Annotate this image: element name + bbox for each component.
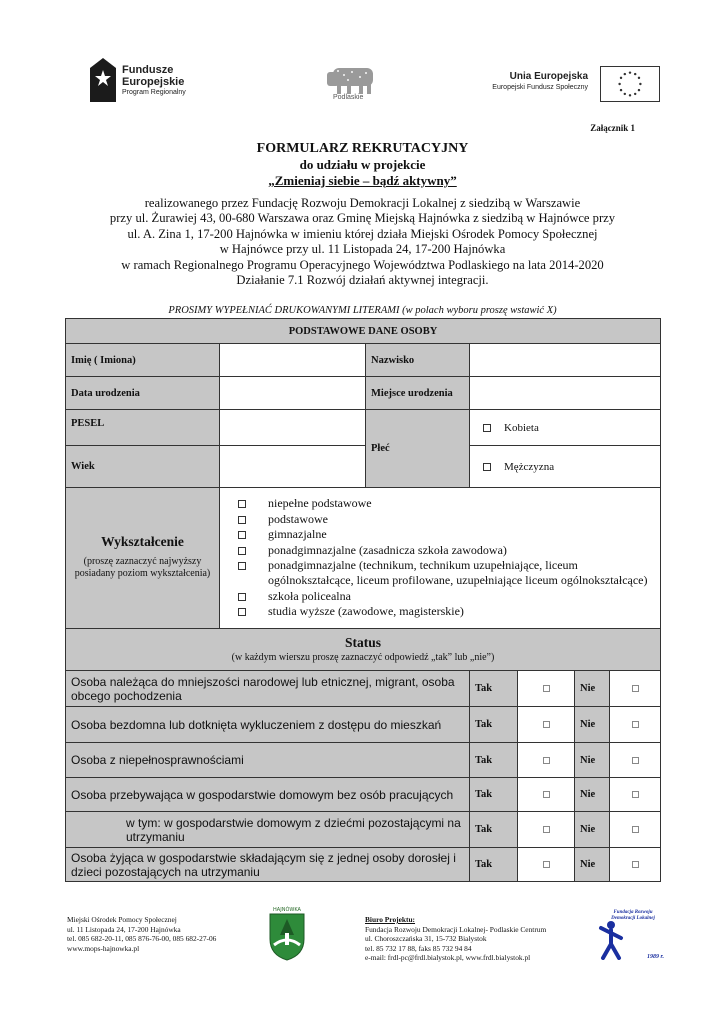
yes-option[interactable]: [518, 707, 575, 743]
birth-place-label: Miejsce urodzenia: [366, 377, 470, 410]
no-label: Nie: [575, 848, 610, 882]
checkbox-icon[interactable]: [543, 861, 550, 868]
fe-star-icon: [90, 58, 116, 102]
education-options: [220, 488, 661, 629]
checkbox-icon[interactable]: [632, 721, 639, 728]
intro-paragraph: [60, 196, 665, 288]
podlaskie-label: Podlaskie: [333, 94, 364, 101]
footer-line: Fundacja Rozwoju Demokracji Lokalnej- Podlaskie Centrum: [365, 924, 547, 934]
intro-line: Działanie 7.1 Rozwój działań aktywnej integracji.: [236, 273, 489, 288]
footer-line: ul. Choroszczańska 31, 15-732 Białystok: [365, 934, 487, 944]
intro-line: przy ul. Żurawiej 43, 00-680 Warszawa oraz Gminę Miejską Hajnówka z siedzibą w Hajnówce przy: [109, 211, 616, 226]
age-label: Wiek: [66, 446, 220, 488]
education-hint: (proszę zaznaczyć najwyższy posiadany poziom wykształcenia): [74, 556, 211, 579]
fe-logo-line1: Fundusze: [122, 64, 174, 76]
checkbox-icon[interactable]: [543, 757, 550, 764]
ue-logo-line1: Unia Europejska: [509, 71, 588, 82]
status-row: [66, 707, 661, 743]
yes-label: Tak: [470, 778, 518, 812]
status-row: [66, 778, 661, 812]
status-question: Osoba należąca do mniejszości narodowej lub etnicznej, migrant, osoba obcego pochodzenia: [66, 671, 470, 707]
no-option[interactable]: [610, 707, 661, 743]
podlaskie-logo: [325, 62, 385, 106]
yes-label: Tak: [470, 848, 518, 882]
checkbox-icon[interactable]: [483, 424, 491, 432]
fill-instruction: PROSIMY WYPEŁNIAĆ DRUKOWANYMI LITERAMI (w polach wyboru proszę wstawić X): [168, 305, 557, 316]
yes-label: Tak: [470, 671, 518, 707]
yes-label: Tak: [470, 707, 518, 743]
frdl-year: 1989 r.: [646, 954, 664, 960]
footer-line: ul. 11 Listopada 24, 17-200 Hajnówka: [67, 924, 181, 934]
recruitment-form-table: [65, 318, 661, 882]
title-line2: do udziału w projekcie: [299, 157, 426, 172]
yes-option[interactable]: [518, 848, 575, 882]
education-option[interactable]: podstawowe: [220, 512, 660, 527]
intro-line: w Hajnówce przy ul. 11 Listopada 24, 17-200 Hajnówka: [219, 242, 506, 257]
annex-label: Załącznik 1: [590, 123, 635, 133]
ue-logo-line2: Europejski Fundusz Społeczny: [492, 84, 588, 91]
footer-line: tel. 085 682-20-11, 085 876-76-00, 085 682-27-06: [67, 934, 217, 944]
checkbox-icon[interactable]: [238, 608, 246, 616]
status-hint: (w każdym wierszu proszę zaznaczyć odpowiedź „tak” lub „nie”): [231, 652, 495, 663]
checkbox-icon[interactable]: [543, 791, 550, 798]
yes-option[interactable]: [518, 671, 575, 707]
bison-icon: [325, 62, 385, 96]
footer-link[interactable]: www.mops-hajnowka.pl: [67, 943, 140, 953]
person-figure-icon: [598, 920, 624, 960]
checkbox-icon[interactable]: [238, 500, 246, 508]
birth-date-label: Data urodzenia: [66, 377, 220, 410]
pesel-label: PESEL: [66, 410, 220, 446]
checkbox-icon[interactable]: [238, 547, 246, 555]
sex-option-male[interactable]: [470, 446, 661, 488]
education-option[interactable]: ponadgimnazjalne (zasadnicza szkoła zawodowa): [220, 543, 660, 558]
footer-line: tel. 85 732 17 88, faks 85 732 94 84: [365, 943, 472, 953]
education-label-cell: [66, 488, 220, 629]
no-option[interactable]: [610, 743, 661, 778]
first-name-label: Imię ( Imiona): [66, 344, 220, 377]
no-label: Nie: [575, 778, 610, 812]
no-option[interactable]: [610, 778, 661, 812]
status-question: w tym: w gospodarstwie domowym z dziećmi pozostającymi na utrzymaniu: [66, 812, 470, 848]
footer-mops: [67, 915, 216, 953]
status-row: [66, 671, 661, 707]
checkbox-icon[interactable]: [238, 516, 246, 524]
sex-option-label: Kobieta: [504, 421, 539, 434]
form-title: [0, 141, 725, 189]
footer-line: Miejski Ośrodek Pomocy Społecznej: [67, 915, 177, 924]
education-option[interactable]: gimnazjalne: [220, 527, 660, 542]
intro-line: realizowanego przez Fundację Rozwoju Demokracji Lokalnej z siedzibą w Warszawie: [144, 196, 581, 210]
checkbox-icon[interactable]: [238, 562, 246, 570]
checkbox-icon[interactable]: [483, 463, 491, 471]
sex-option-female[interactable]: [470, 410, 661, 446]
education-option[interactable]: ponadgimnazjalne (technikum, technikum uzupełniające, liceum ogólnokształcące, liceum profilowane, uzupełniające liceum ogólnokształcące): [220, 558, 660, 589]
status-row: [66, 848, 661, 882]
no-option[interactable]: [610, 812, 661, 848]
pesel-field[interactable]: [220, 410, 366, 446]
footer-link[interactable]: e-mail: frdl-pc@frdl.bialystok.pl, www.frdl.bialystok.pl: [365, 953, 531, 963]
checkbox-icon[interactable]: [632, 757, 639, 764]
checkbox-icon[interactable]: [632, 861, 639, 868]
checkbox-icon[interactable]: [238, 593, 246, 601]
status-question: Osoba z niepełnosprawnościami: [66, 743, 470, 778]
yes-label: Tak: [470, 812, 518, 848]
hajnowka-crest-icon: [266, 905, 308, 961]
no-option[interactable]: [610, 671, 661, 707]
status-question: Osoba przebywająca w gospodarstwie domowym bez osób pracujących: [66, 778, 470, 812]
eu-flag-icon: [600, 66, 660, 102]
frdl-name: Fundacja Rozwoju Demokracji Lokalnej: [611, 910, 655, 921]
checkbox-icon[interactable]: [543, 826, 550, 833]
yes-option[interactable]: [518, 778, 575, 812]
age-field[interactable]: [220, 446, 366, 488]
frdl-logo: [596, 908, 666, 960]
birth-place-field[interactable]: [470, 377, 661, 410]
fundusze-europejskie-logo: [90, 58, 210, 104]
status-row: [66, 812, 661, 848]
status-question: Osoba bezdomna lub dotknięta wykluczeniem z dostępu do mieszkań: [66, 707, 470, 743]
education-label: Wykształcenie: [101, 534, 184, 549]
last-name-label: Nazwisko: [366, 344, 470, 377]
status-header: [66, 629, 661, 671]
first-name-field[interactable]: [220, 344, 366, 377]
yes-option[interactable]: [518, 812, 575, 848]
checkbox-icon[interactable]: [632, 791, 639, 798]
no-label: Nie: [575, 743, 610, 778]
education-option[interactable]: szkoła policealna: [220, 589, 660, 604]
status-title: Status: [345, 635, 382, 650]
no-label: Nie: [575, 671, 610, 707]
status-question: Osoba żyjąca w gospodarstwie składającym się z jednej osoby dorosłej i dzieci pozostających na utrzymaniu: [66, 848, 470, 882]
education-option[interactable]: niepełne podstawowe: [220, 496, 660, 511]
intro-line: ul. A. Zina 1, 17-200 Hajnówka w imieniu której działa Miejski Ośrodek Pomocy Społecznej: [127, 226, 598, 241]
no-label: Nie: [575, 707, 610, 743]
checkbox-icon[interactable]: [543, 685, 550, 692]
last-name-field[interactable]: [470, 344, 661, 377]
basic-data-header: PODSTAWOWE DANE OSOBY: [66, 319, 661, 344]
checkbox-icon[interactable]: [632, 826, 639, 833]
checkbox-icon[interactable]: [238, 531, 246, 539]
checkbox-icon[interactable]: [632, 685, 639, 692]
checkbox-icon[interactable]: [543, 721, 550, 728]
yes-option[interactable]: [518, 743, 575, 778]
sex-option-label: Mężczyzna: [504, 460, 555, 473]
crest-label: HAJNÓWKA: [273, 907, 301, 913]
footer-project-office: [365, 915, 546, 963]
title-line1: FORMULARZ REKRUTACYJNY: [256, 141, 469, 156]
footer-right-heading: Biuro Projektu:: [365, 915, 416, 924]
status-row: [66, 743, 661, 778]
no-option[interactable]: [610, 848, 661, 882]
sex-label: Płeć: [366, 410, 470, 488]
no-label: Nie: [575, 812, 610, 848]
birth-date-field[interactable]: [220, 377, 366, 410]
unia-europejska-logo: [480, 66, 660, 102]
intro-line: w ramach Regionalnego Programu Operacyjnego Województwa Podlaskiego na lata 2014-2020: [121, 257, 604, 272]
project-name: „Zmieniaj siebie – bądź aktywny”: [268, 173, 457, 188]
fe-logo-line2: Europejskie: [122, 76, 185, 88]
yes-label: Tak: [470, 743, 518, 778]
fe-logo-line3: Program Regionalny: [122, 89, 186, 96]
education-option[interactable]: studia wyższe (zawodowe, magisterskie): [220, 604, 660, 619]
